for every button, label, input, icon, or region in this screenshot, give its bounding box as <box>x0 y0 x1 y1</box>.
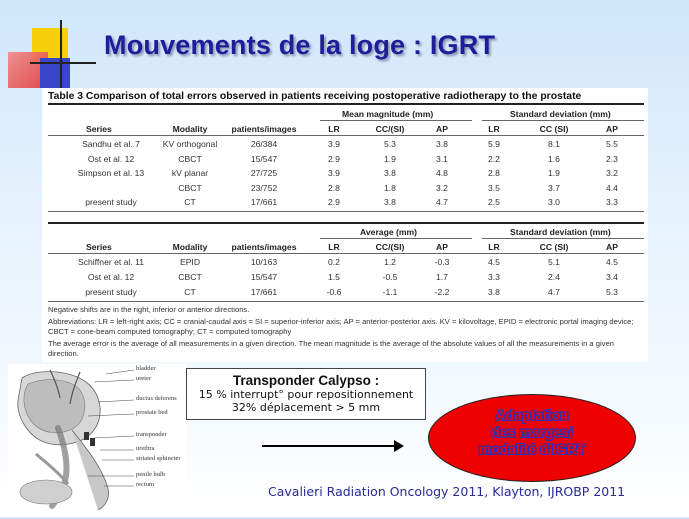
table-cell: 17/661 <box>250 197 278 207</box>
table-cell: 3.2 <box>606 168 618 178</box>
column-header: CC (SI) <box>539 242 569 252</box>
table-cell: 1.7 <box>436 272 448 282</box>
table-rule <box>48 253 644 254</box>
column-header: CC (SI) <box>539 124 569 134</box>
column-header: Series <box>86 242 112 252</box>
table-cell: 1.2 <box>384 257 396 267</box>
footnote-average-definition: The average error is the average of all measurements in a given direction. The mean magnitude is the average of the absolute values of all the measurements in a given direction. <box>48 339 614 358</box>
group-header-average: Average (mm) <box>360 227 417 237</box>
table-cell: 3.8 <box>436 139 448 149</box>
column-header: patients/images <box>231 242 297 252</box>
column-header: Modality <box>172 124 208 134</box>
adaptation-ellipse <box>428 394 636 482</box>
table-cell: 4.4 <box>606 182 618 193</box>
anatomy-label-bladder: bladder <box>136 365 156 372</box>
table-cell: 4.5 <box>606 257 618 267</box>
calypso-info-box <box>186 368 426 420</box>
group-rule <box>482 120 644 121</box>
anatomy-label-urethra: urethra <box>136 445 155 452</box>
anatomy-label-prostate-bed: prostate bed <box>136 409 168 416</box>
anatomy-label-striated-sphincter: striated sphincter <box>136 455 181 462</box>
table-cell: 3.2 <box>436 182 448 193</box>
table-cell: 1.6 <box>548 153 560 164</box>
table-cell: 15/547 <box>250 153 278 164</box>
calypso-interrupt-text: 15 % interrupt° pour repositionnement <box>198 388 414 401</box>
table-cell: 3.4 <box>606 272 618 282</box>
table-cell: 3.0 <box>548 197 560 207</box>
table-cell: 2.9 <box>328 197 340 207</box>
table-cell: 4.7 <box>436 197 448 207</box>
pelvis-drawing <box>8 364 186 514</box>
table-cell: Ost et al. 12 <box>87 153 135 164</box>
table-cell: 2.3 <box>606 153 618 164</box>
table-cell: 2.8 <box>328 182 340 193</box>
table-cell: 5.1 <box>548 257 560 267</box>
column-header: AP <box>436 242 448 252</box>
table-cell: 5.3 <box>606 287 618 297</box>
table-cell: 3.9 <box>328 168 340 178</box>
table-rule <box>48 103 644 105</box>
table-cell: 10/163 <box>250 257 278 267</box>
slide-title: Mouvements de la loge : IGRT <box>104 30 496 60</box>
anatomy-label-ductus-deferens: ductus deferens <box>136 395 177 402</box>
group-header-sd-2: Standard deviation (mm) <box>510 227 611 237</box>
anatomy-illustration <box>8 364 186 514</box>
table-cell: CT <box>184 287 196 297</box>
table-cell: 5.3 <box>384 139 396 149</box>
column-header: CC/(SI) <box>375 242 405 252</box>
table-cell: 15/547 <box>250 272 278 282</box>
column-header: Series <box>86 124 112 134</box>
ellipse-line-2: des marges/ <box>491 424 573 440</box>
calypso-title: Transponder Calypso : <box>232 373 380 388</box>
table-cell: 8.1 <box>548 139 560 149</box>
calypso-displacement-text: 32% déplacement > 5 mm <box>231 401 381 414</box>
table-cell: 2.4 <box>548 272 560 282</box>
comparison-table-panel <box>42 88 648 362</box>
transponder-marker <box>90 438 95 446</box>
table-cell: 17/661 <box>250 287 278 297</box>
table-cell: -1.1 <box>382 287 398 297</box>
table-cell: 3.8 <box>384 197 396 207</box>
table-cell: 4.8 <box>436 168 448 178</box>
decor-horizontal-line <box>30 62 96 64</box>
group-rule <box>320 238 472 239</box>
column-header: AP <box>436 124 448 134</box>
ellipse-line-1: Adaptation <box>495 407 569 423</box>
table-cell: KV orthogonal <box>162 139 218 149</box>
column-header: patients/images <box>231 124 297 134</box>
table-cell: kV planar <box>171 168 209 178</box>
arrow-shaft <box>262 445 396 447</box>
column-header: LR <box>328 242 340 252</box>
column-header: AP <box>606 242 618 252</box>
table-cell: 5.9 <box>488 139 500 149</box>
citation-text: Cavalieri Radiation Oncology 2011, Klayton, IJROBP 2011 <box>268 484 626 499</box>
table-rule <box>48 301 644 302</box>
group-header-mean-magnitude: Mean magnitude (mm) <box>342 109 434 119</box>
table-cell: 26/384 <box>250 139 278 149</box>
table-cell: CT <box>184 197 196 207</box>
table-cell: Simpson et al. 13 <box>77 168 145 178</box>
ellipse-line-3: modalité d'IGRT <box>478 441 586 457</box>
ellipse-text <box>429 407 635 458</box>
anatomy-label-transponder: transponder <box>136 431 167 438</box>
table-cell: CBCT <box>178 182 202 193</box>
table-cell: Ost et al. 12 <box>87 272 135 282</box>
table-cell: Sandhu et al. 7 <box>82 139 140 149</box>
group-header-sd: Standard deviation (mm) <box>510 109 611 119</box>
table-cell: 2.9 <box>328 153 340 164</box>
anatomy-label-rectum: rectum <box>136 481 155 488</box>
column-header: LR <box>488 124 500 134</box>
table-cell: 4.5 <box>488 257 500 267</box>
table-cell: 1.5 <box>328 272 340 282</box>
group-rule <box>320 120 472 121</box>
anatomy-label-ureter: ureter <box>136 375 152 382</box>
table-cell: 3.3 <box>606 197 618 207</box>
column-header: CC/(SI) <box>375 124 405 134</box>
column-header: AP <box>606 124 618 134</box>
table-rule <box>48 211 644 212</box>
anatomy-label-penile-bulb: penile bulb <box>136 471 166 478</box>
table-cell: 3.7 <box>548 182 560 193</box>
table-cell: 5.5 <box>606 139 618 149</box>
decor-vertical-line <box>60 20 62 90</box>
group-rule <box>482 238 644 239</box>
table-cell: 27/725 <box>250 168 278 178</box>
table-cell: -0.5 <box>382 272 398 282</box>
table-cell: -0.6 <box>326 287 342 297</box>
table-cell: 2.5 <box>488 197 500 207</box>
table-cell: CBCT <box>178 153 202 164</box>
footnote-negative-shifts: Negative shifts are in the right, inferior or anterior directions. <box>48 305 250 314</box>
table-cell: 0.2 <box>328 257 340 267</box>
table-cell: CBCT <box>178 272 202 282</box>
table-cell: 1.9 <box>548 168 560 178</box>
table-cell: present study <box>85 197 137 207</box>
table-cell: 1.8 <box>384 182 396 193</box>
footnote-abbreviations: Abbreviations: LR = left-right axis; CC = cranial-caudal axis = SI = superior-inferior axis; AP = anterior-posterior axis. KV = kilovoltage, EPID = electronic portal imaging device; CBCT = cone-beam computed tomography; CT = computed tomography <box>48 317 634 336</box>
column-header: LR <box>328 124 340 134</box>
table-cell: 3.5 <box>488 182 500 193</box>
table-rule <box>48 135 644 136</box>
table-cell: EPID <box>179 257 201 267</box>
table-rule <box>48 222 644 224</box>
table-cell: 2.8 <box>488 168 500 178</box>
table-cell: -2.2 <box>434 287 450 297</box>
table-cell: 1.9 <box>384 153 396 164</box>
table-cell: 3.9 <box>328 139 340 149</box>
column-header: LR <box>488 242 500 252</box>
table-cell: 23/752 <box>250 182 278 193</box>
table-cell: -0.3 <box>434 257 450 267</box>
column-header: Modality <box>172 242 208 252</box>
transponder-marker <box>84 432 89 440</box>
table-cell: 2.2 <box>488 153 500 164</box>
table-title: Table 3 Comparison of total errors observed in patients receiving postoperative radiotherapy to the prostate <box>48 91 582 102</box>
table-cell: 3.8 <box>488 287 500 297</box>
table-cell: 4.7 <box>548 287 560 297</box>
table-cell: 3.1 <box>436 153 448 164</box>
table-cell: 3.3 <box>488 272 500 282</box>
table-cell: 3.8 <box>384 168 396 178</box>
arrow-head <box>394 440 404 452</box>
table-cell: Schiffner et al. 11 <box>77 257 145 267</box>
table-cell: present study <box>85 287 137 297</box>
